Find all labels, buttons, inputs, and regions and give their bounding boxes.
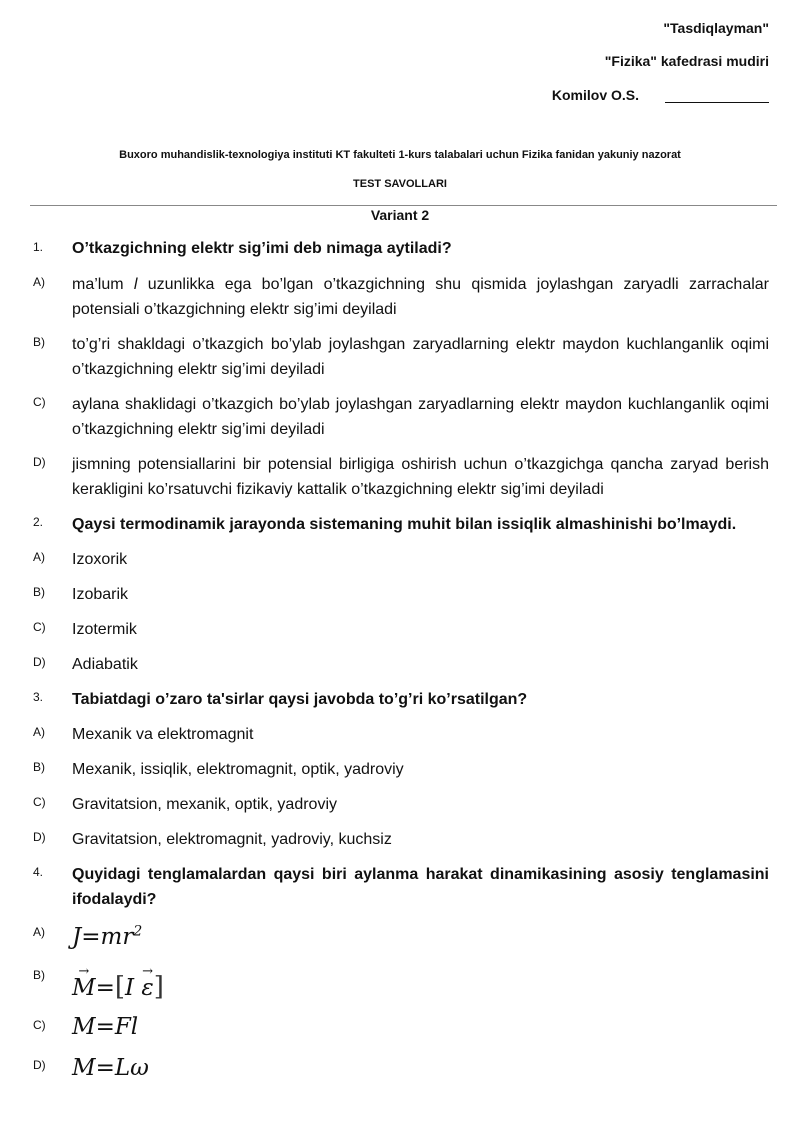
option-text: Gravitatsion, elektromagnit, yadroviy, kuchsiz bbox=[72, 831, 392, 848]
option-letter: C) bbox=[33, 395, 46, 409]
question-text: Tabiatdagi o’zaro ta'sirlar qaysi javobda to’g’ri ko’rsatilgan? bbox=[72, 691, 528, 708]
head-name-line bbox=[552, 87, 769, 103]
option-letter: C) bbox=[33, 795, 46, 809]
head-name: Komilov O.S. bbox=[551, 87, 639, 103]
option-letter: B) bbox=[33, 585, 45, 599]
question-number: 4. bbox=[33, 865, 44, 879]
option-text: aylana shaklidagi o’tkazgich bo’ylab joylashgan zaryadlarning elektr maydon kuchlanganlik oqimi o’tkazgichning elektr sig’imi deyiladi bbox=[72, 396, 769, 438]
option-text: Adiabatik bbox=[72, 656, 138, 673]
question-text: Quyidagi tenglamalardan qaysi biri aylanma harakat dinamikasining asosiy tenglamasini ifodalaydi? bbox=[72, 866, 769, 908]
formula-b: → M=[I → ε] bbox=[72, 972, 164, 1002]
option-text: jismning potensiallarini bir potensial birligiga oshirish uchun o’tkazgichga qancha zaryad berish kerakligini ko’rsatuvchi fizikaviy kattalik o’tkazgichning elektr sig’imi deyiladi bbox=[72, 456, 769, 498]
approval-title: "Tasdiqlayman" bbox=[663, 20, 769, 36]
institution-title: Buxoro muhandislik-texnologiya instituti KT fakulteti 1-kurs talabalari uchun Fizika fanidan yakuniy nazorat bbox=[119, 149, 681, 161]
option-letter: C) bbox=[33, 1018, 46, 1032]
department-head-title: "Fizika" kafedrasi mudiri bbox=[604, 53, 769, 69]
formula-d: M=Lω bbox=[72, 1055, 149, 1081]
question-text: Qaysi termodinamik jarayonda sistemaning muhit bilan issiqlik almashinishi bo’lmaydi. bbox=[72, 516, 737, 533]
signature-line bbox=[665, 88, 769, 103]
option-letter: A) bbox=[33, 275, 45, 289]
test-title: TEST SAVOLLARI bbox=[353, 178, 447, 190]
option-text: to’g’ri shakldagi o’tkazgich bo’ylab joylashgan zaryadlarning elektr maydon kuchlanganlik oqimi o’tkazgichning elektr sig’imi deyiladi bbox=[72, 336, 769, 378]
option-letter: A) bbox=[33, 550, 45, 564]
option-letter: B) bbox=[33, 760, 45, 774]
option-text: Mexanik va elektromagnit bbox=[72, 726, 254, 743]
option-letter: A) bbox=[33, 725, 45, 739]
divider bbox=[30, 205, 777, 206]
variable-l: l bbox=[133, 276, 138, 293]
question-text: O’tkazgichning elektr sig’imi deb nimaga aytiladi? bbox=[72, 240, 452, 257]
option-text: Izobarik bbox=[72, 586, 129, 603]
option-letter: B) bbox=[33, 968, 45, 982]
option-text: Izotermik bbox=[72, 621, 137, 638]
option-letter: C) bbox=[33, 620, 46, 634]
option-text: ma’lum l uzunlikka ega bo’lgan o’tkazgichning shu qismida joylashgan zaryadli zarrachalar potensiali o’tkazgichning elektr sig’imi deyiladi bbox=[72, 276, 770, 318]
option-letter: D) bbox=[33, 455, 46, 469]
option-text: Izoxorik bbox=[72, 551, 128, 568]
formula-c: M=Fl bbox=[72, 1014, 139, 1040]
question-number: 1. bbox=[33, 240, 44, 254]
option-letter: D) bbox=[33, 655, 46, 669]
option-text: Gravitatsion, mexanik, optik, yadroviy bbox=[72, 796, 337, 813]
option-letter: D) bbox=[33, 1058, 46, 1072]
option-letter: B) bbox=[33, 335, 45, 349]
option-text: Mexanik, issiqlik, elektromagnit, optik, yadroviy bbox=[72, 761, 404, 778]
variant-title: Variant 2 bbox=[370, 207, 430, 223]
option-letter: D) bbox=[33, 830, 46, 844]
question-number: 3. bbox=[33, 690, 44, 704]
option-letter: A) bbox=[33, 925, 45, 939]
formula-a: $J=mr^2$ bbox=[72, 923, 143, 950]
question-number: 2. bbox=[33, 515, 44, 529]
